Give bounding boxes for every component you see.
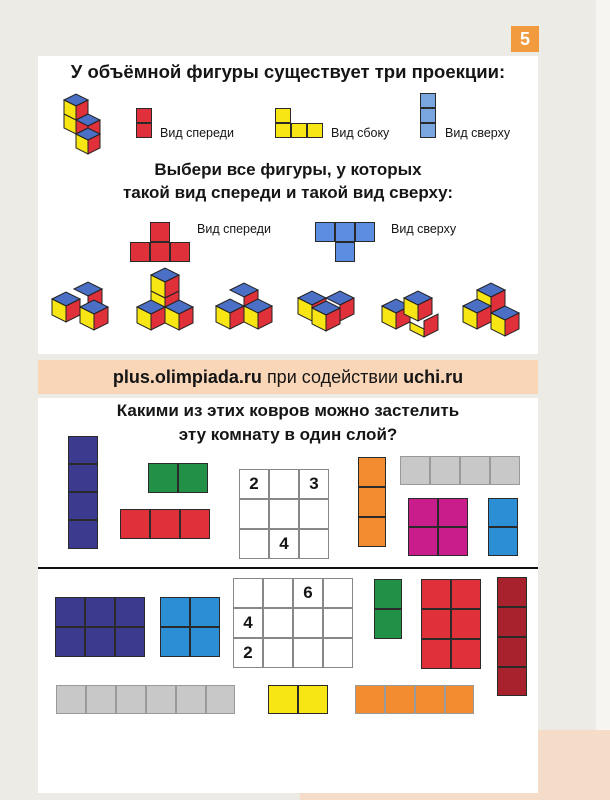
task-line-1: Выбери все фигуры, у которых <box>154 160 422 179</box>
carpet-red2-cell <box>421 609 451 639</box>
carpet-orange2-cell <box>385 685 415 714</box>
room2-cell <box>323 608 353 638</box>
room2-cell <box>263 608 293 638</box>
carpet-gray-cell <box>490 456 520 485</box>
carpet-gray-cell <box>430 456 460 485</box>
carpet-maroon-cell <box>497 607 527 637</box>
target-front-label: Вид спереди <box>197 222 271 236</box>
carpet-orange2-cell <box>355 685 385 714</box>
partner-name: uchi.ru <box>403 367 464 387</box>
carpet-sky-cell <box>160 597 190 627</box>
sponsor-banner <box>38 360 538 394</box>
room1-cell <box>299 499 329 529</box>
carpet-green-cell <box>178 463 208 493</box>
candidate-figure-6 <box>463 283 519 336</box>
page-number: 5 <box>511 26 539 52</box>
carpet-green2-cell <box>374 609 402 639</box>
room2-cell: 4 <box>233 608 263 638</box>
room1-cell <box>299 529 329 559</box>
carpet-gray-cell <box>400 456 430 485</box>
carpet-navy-cell <box>115 597 145 627</box>
carpet-red2-cell <box>451 639 481 669</box>
banner-middle: при содействии <box>266 367 399 387</box>
room2-cell <box>293 638 323 668</box>
carpet-red2-cell <box>421 639 451 669</box>
carpet-navy-cell <box>55 627 85 657</box>
carpet-orange-cell <box>358 487 386 517</box>
carpet-orange-cell <box>358 517 386 547</box>
room1-cell: 3 <box>299 469 329 499</box>
question-line-2: эту комнату в один слой? <box>178 425 398 444</box>
room2-cell <box>263 638 293 668</box>
carpet-gray2-cell <box>116 685 146 714</box>
candidate-figure-3 <box>216 283 272 329</box>
carpet-red2-cell <box>451 609 481 639</box>
candidate-figure-1 <box>52 282 108 330</box>
carpet-gray2-cell <box>176 685 206 714</box>
carpet-purple-cell <box>68 436 98 464</box>
carpet-red-cell <box>150 509 180 539</box>
carpet-gray2-cell <box>146 685 176 714</box>
room2-cell <box>323 638 353 668</box>
carpet-yellow-cell <box>298 685 328 714</box>
carpet-gray2-cell <box>206 685 235 714</box>
carpet-navy-cell <box>55 597 85 627</box>
room1-cell <box>239 499 269 529</box>
carpet-sky-cell <box>190 597 220 627</box>
carpet-red2-cell <box>421 579 451 609</box>
carpet-yellow-cell <box>268 685 298 714</box>
question-line-1: Какими из этих ковров можно застелить <box>116 401 460 420</box>
room2-cell: 6 <box>293 578 323 608</box>
room1-cell <box>269 469 299 499</box>
carpet-green2-cell <box>374 579 402 609</box>
room2-cell <box>263 578 293 608</box>
side-view-label: Вид сбоку <box>331 126 390 140</box>
carpet-purple-cell <box>68 520 98 549</box>
candidate-figure-4 <box>298 291 354 331</box>
carpet-orange2-cell <box>445 685 474 714</box>
carpet-maroon-cell <box>497 667 527 696</box>
carpet-orange-cell <box>358 457 386 487</box>
carpet-lightblue-cell <box>488 498 518 527</box>
candidate-figure-5 <box>382 291 438 337</box>
carpet-maroon-cell <box>497 637 527 667</box>
room1-cell: 2 <box>239 469 269 499</box>
room2-cell <box>233 578 263 608</box>
room2-cell <box>323 578 353 608</box>
carpet-orange2-cell <box>415 685 445 714</box>
front-view-label: Вид спереди <box>160 126 234 140</box>
carpet-red-cell <box>120 509 150 539</box>
carpet-magenta-cell <box>408 527 438 556</box>
projection-heading: У объёмной фигуры существует три проекции: <box>70 61 506 82</box>
carpet-navy-cell <box>85 597 115 627</box>
carpet-sky-cell <box>190 627 220 657</box>
task-line-2: такой вид спереди и такой вид сверху: <box>122 183 454 202</box>
candidate-figure-2 <box>137 268 193 330</box>
carpet-red-cell <box>180 509 210 539</box>
carpet-lightblue-cell <box>488 527 518 556</box>
carpet-gray2-cell <box>86 685 116 714</box>
room2-cell: 2 <box>233 638 263 668</box>
carpet-purple-cell <box>68 492 98 520</box>
puzzle-divider <box>38 567 538 569</box>
room2-cell <box>293 608 323 638</box>
room1-cell <box>239 529 269 559</box>
carpet-gray-cell <box>460 456 490 485</box>
carpet-magenta-cell <box>438 498 468 527</box>
carpet-navy-cell <box>115 627 145 657</box>
carpet-green-cell <box>148 463 178 493</box>
carpet-magenta-cell <box>408 498 438 527</box>
room1-cell: 4 <box>269 529 299 559</box>
carpet-sky-cell <box>160 627 190 657</box>
carpet-navy-cell <box>85 627 115 657</box>
target-top-label: Вид сверху <box>391 222 457 236</box>
carpet-gray2-cell <box>56 685 86 714</box>
site-name: plus.olimpiada.ru <box>112 367 262 387</box>
carpet-question <box>40 399 536 447</box>
carpet-maroon-cell <box>497 577 527 607</box>
carpet-purple-cell <box>68 464 98 492</box>
carpet-red2-cell <box>451 579 481 609</box>
room1-cell <box>269 499 299 529</box>
top-view-label: Вид сверху <box>445 126 511 140</box>
carpet-magenta-cell <box>438 527 468 556</box>
